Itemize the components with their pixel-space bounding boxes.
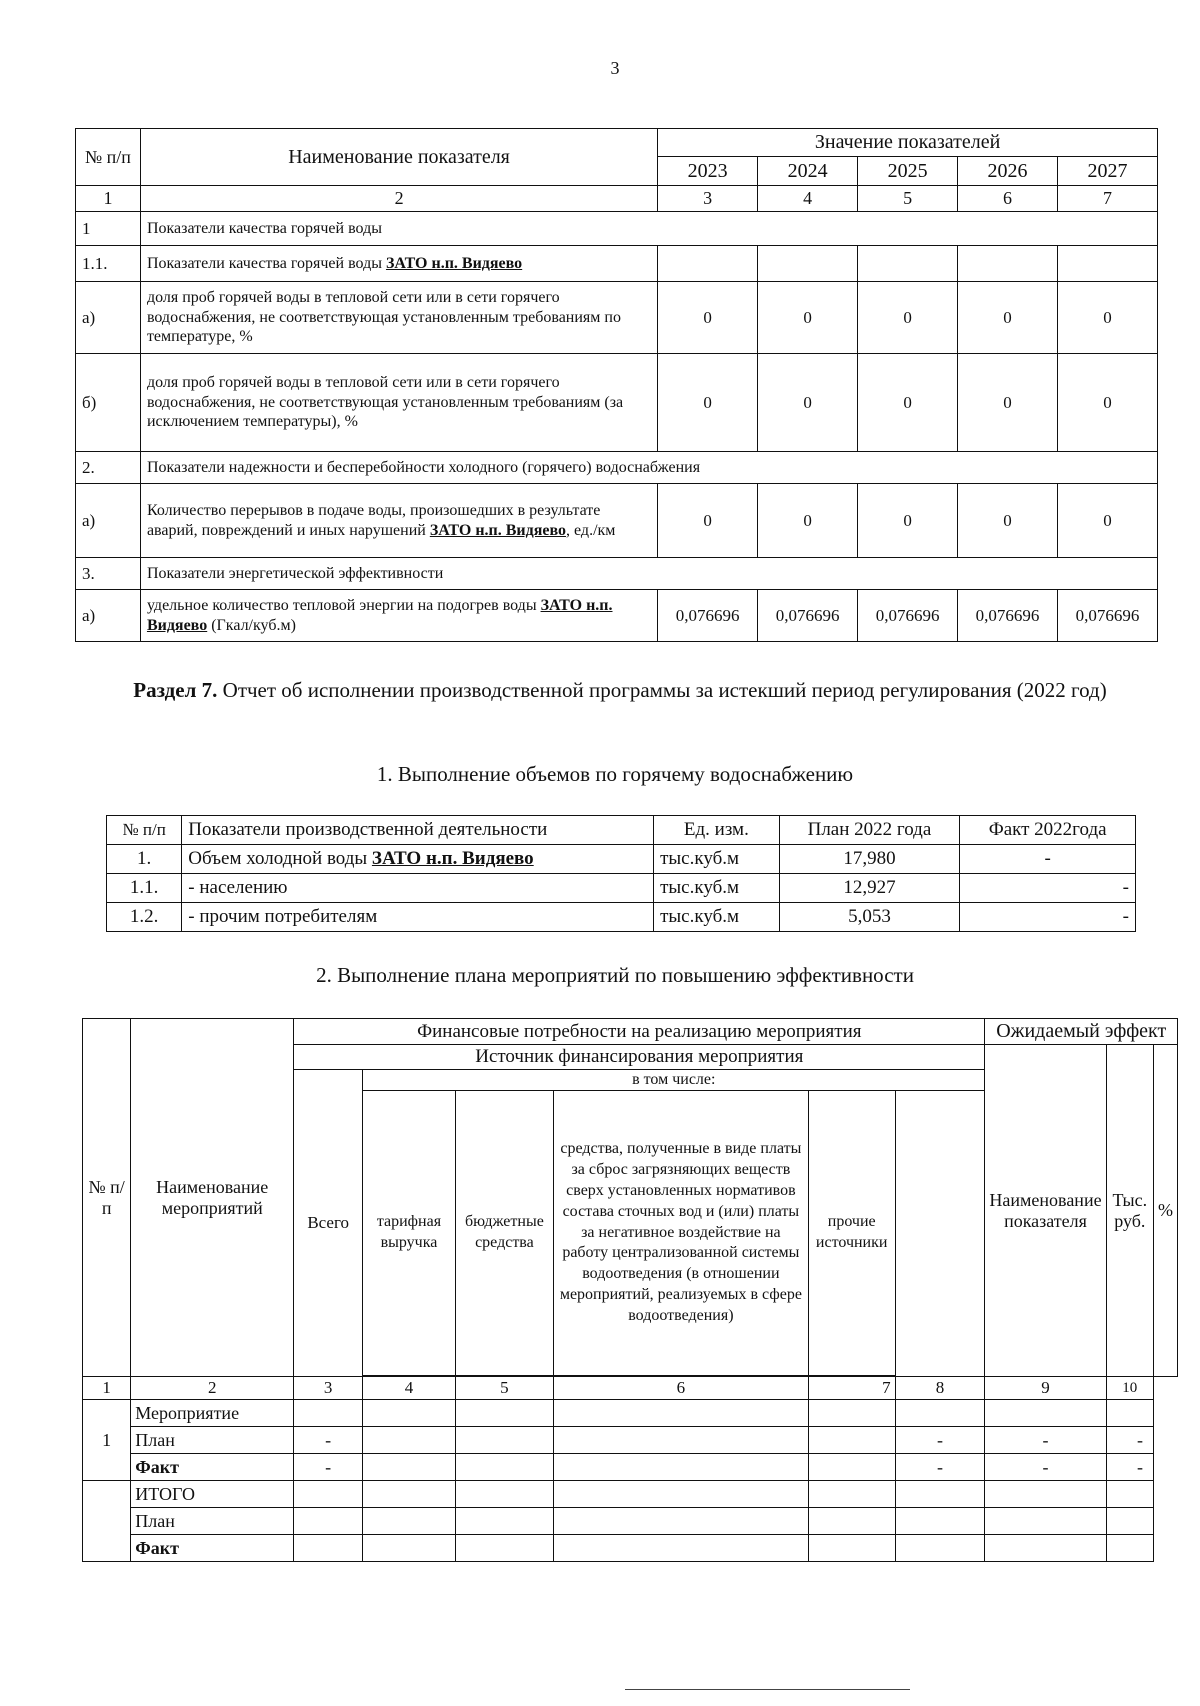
- col-number: 3: [294, 1377, 363, 1400]
- row-num: 1.: [107, 845, 182, 874]
- group-num: 1: [83, 1400, 131, 1481]
- header-num: № п/п: [107, 816, 182, 845]
- rub-cell: -: [985, 1427, 1106, 1454]
- year-2026: 2026: [958, 157, 1058, 186]
- row-num: 3.: [76, 558, 141, 590]
- indicator-cell: -: [895, 1427, 985, 1454]
- row-name: Показатели энергетической эффективности: [140, 558, 1157, 590]
- footer-rule: [625, 1689, 910, 1690]
- header-budget-funds: бюджетные средства: [455, 1091, 553, 1376]
- value-cell: 0: [758, 282, 858, 354]
- value-cell: 0: [1058, 282, 1158, 354]
- col-number: 6: [958, 186, 1058, 212]
- rub-cell: -: [985, 1454, 1106, 1481]
- row-name: удельное количество тепловой энергии на подогрев воды ЗАТО н.п. Видяево (Гкал/куб.м): [140, 590, 657, 642]
- indicator-cell: -: [895, 1454, 985, 1481]
- col-number: 8: [895, 1377, 985, 1400]
- col-number: 7: [808, 1377, 895, 1400]
- year-2025: 2025: [858, 157, 958, 186]
- page-number: 3: [610, 58, 620, 78]
- row-fact: -: [960, 874, 1136, 903]
- volumes-table: [106, 815, 1136, 932]
- value-cell: 0: [658, 354, 758, 452]
- row-name: доля проб горячей воды в тепловой сети или в сети горячего водоснабжения, не соответствующая установленным требованиям по температуре, %: [140, 282, 657, 354]
- row-name: - населению: [182, 874, 654, 903]
- row-unit: тыс.куб.м: [654, 845, 779, 874]
- col-number: 4: [758, 186, 858, 212]
- header-fact: Факт 2022года: [960, 816, 1136, 845]
- total-cell: -: [294, 1454, 363, 1481]
- header-plan: План 2022 года: [779, 816, 960, 845]
- header-unit: Ед. изм.: [654, 816, 779, 845]
- value-cell: 0: [858, 282, 958, 354]
- value-cell: 0: [958, 354, 1058, 452]
- col-number: 1: [76, 186, 141, 212]
- row-name: Показатели надежности и бесперебойности холодного (горячего) водоснабжения: [140, 452, 1157, 484]
- col-number: 5: [858, 186, 958, 212]
- header-num: № п/п: [83, 1019, 131, 1377]
- row-num: 1.1.: [76, 246, 141, 282]
- header-discharge-fees: средства, полученные в виде платы за сброс загрязняющих веществ сверх установленных нормативов состава сточных вод и (или) платы за негативное воздействие на работу централизованной системы водоотведения (в отношении мероприятий, реализуемых в сфере водоотведения): [554, 1091, 809, 1376]
- row-unit: тыс.куб.м: [654, 903, 779, 932]
- col-number: 7: [1058, 186, 1158, 212]
- row-num: 1.1.: [107, 874, 182, 903]
- header-funding-source: Источник финансирования мероприятия: [294, 1045, 985, 1070]
- indicator-cell: [895, 1400, 985, 1427]
- row-plan: 12,927: [779, 874, 960, 903]
- row-label: Факт: [131, 1454, 294, 1481]
- efficiency-measures-table: [82, 1018, 1178, 1562]
- row-num: б): [76, 354, 141, 452]
- row-label: План: [131, 1508, 294, 1535]
- value-cell: 0,076696: [758, 590, 858, 642]
- value-cell: 0,076696: [958, 590, 1058, 642]
- value-cell: 0: [958, 282, 1058, 354]
- row-plan: 17,980: [779, 845, 960, 874]
- col-number: 9: [985, 1377, 1106, 1400]
- section-7-heading: Раздел 7. Отчет об исполнении производственной программы за истекший период регулирования (2022 год): [133, 678, 1107, 702]
- value-cell: 0: [758, 354, 858, 452]
- row-num: 1.2.: [107, 903, 182, 932]
- total-cell: [294, 1400, 363, 1427]
- col-number: 6: [554, 1377, 809, 1400]
- header-name: Наименование показателя: [140, 129, 657, 186]
- header-financial-needs: Финансовые потребности на реализацию мероприятия: [294, 1019, 985, 1045]
- header-thousand-rub: Тыс. руб.: [1106, 1045, 1153, 1377]
- row-fact: -: [960, 845, 1136, 874]
- subheading-efficiency-plan: 2. Выполнение плана мероприятий по повышению эффективности: [316, 963, 914, 987]
- row-num: 1: [76, 212, 141, 246]
- row-num: 2.: [76, 452, 141, 484]
- col-number: 3: [658, 186, 758, 212]
- row-num: а): [76, 282, 141, 354]
- col-number: 2: [131, 1377, 294, 1400]
- pct-cell: [1106, 1400, 1153, 1427]
- row-name: Объем холодной воды ЗАТО н.п. Видяево: [182, 845, 654, 874]
- rub-cell: [985, 1400, 1106, 1427]
- header-name: Наименование мероприятий: [131, 1019, 294, 1377]
- col-number: 10: [1106, 1377, 1153, 1400]
- header-indicator-name: Наименование показателя: [985, 1045, 1106, 1377]
- value-cell: 0: [1058, 354, 1158, 452]
- row-num: а): [76, 590, 141, 642]
- row-label: ИТОГО: [131, 1481, 294, 1508]
- row-name: - прочим потребителям: [182, 903, 654, 932]
- row-num: а): [76, 484, 141, 558]
- row-label: Факт: [131, 1535, 294, 1562]
- value-cell: 0: [858, 484, 958, 558]
- header-expected-effect: Ожидаемый эффект: [985, 1019, 1178, 1045]
- row-name: Показатели качества горячей воды ЗАТО н.п. Видяево: [140, 246, 657, 282]
- year-2023: 2023: [658, 157, 758, 186]
- header-including: в том числе:: [363, 1070, 985, 1091]
- header-values: Значение показателей: [658, 129, 1158, 157]
- value-cell: 0: [758, 484, 858, 558]
- value-cell: 0,076696: [858, 590, 958, 642]
- subheading-hot-water-volumes: 1. Выполнение объемов по горячему водоснабжению: [376, 762, 854, 786]
- row-unit: тыс.куб.м: [654, 874, 779, 903]
- value-cell: 0: [1058, 484, 1158, 558]
- value-cell: 0: [858, 354, 958, 452]
- col-number: 4: [363, 1377, 456, 1400]
- header-percent: %: [1154, 1045, 1178, 1377]
- row-label: Мероприятие: [131, 1400, 294, 1427]
- value-cell: 0,076696: [658, 590, 758, 642]
- pct-cell: -: [1106, 1427, 1153, 1454]
- row-name: доля проб горячей воды в тепловой сети или в сети горячего водоснабжения, не соответствующая установленным требованиям (за исключением температуры), %: [140, 354, 657, 452]
- value-cell: 0: [958, 484, 1058, 558]
- pct-cell: -: [1106, 1454, 1153, 1481]
- col-number: 2: [140, 186, 657, 212]
- col-number: 1: [83, 1377, 131, 1400]
- row-label: План: [131, 1427, 294, 1454]
- value-cell: 0: [658, 282, 758, 354]
- row-plan: 5,053: [779, 903, 960, 932]
- value-cell: 0,076696: [1058, 590, 1158, 642]
- header-other-sources: прочие источники: [808, 1091, 895, 1376]
- value-cell: 0: [658, 484, 758, 558]
- year-2027: 2027: [1058, 157, 1158, 186]
- header-num: № п/п: [76, 129, 141, 186]
- header-indicator: Показатели производственной деятельности: [182, 816, 654, 845]
- year-2024: 2024: [758, 157, 858, 186]
- header-tariff-revenue: тарифная выручка: [363, 1091, 456, 1376]
- row-name: Показатели качества горячей воды: [140, 212, 1157, 246]
- col-number: 5: [455, 1377, 553, 1400]
- indicators-table: [75, 128, 1158, 642]
- row-name: Количество перерывов в подаче воды, произошедших в результате аварий, повреждений и иных нарушений ЗАТО н.п. Видяево, ед./км: [140, 484, 657, 558]
- header-total: Всего: [294, 1070, 363, 1377]
- total-cell: -: [294, 1427, 363, 1454]
- row-fact: -: [960, 903, 1136, 932]
